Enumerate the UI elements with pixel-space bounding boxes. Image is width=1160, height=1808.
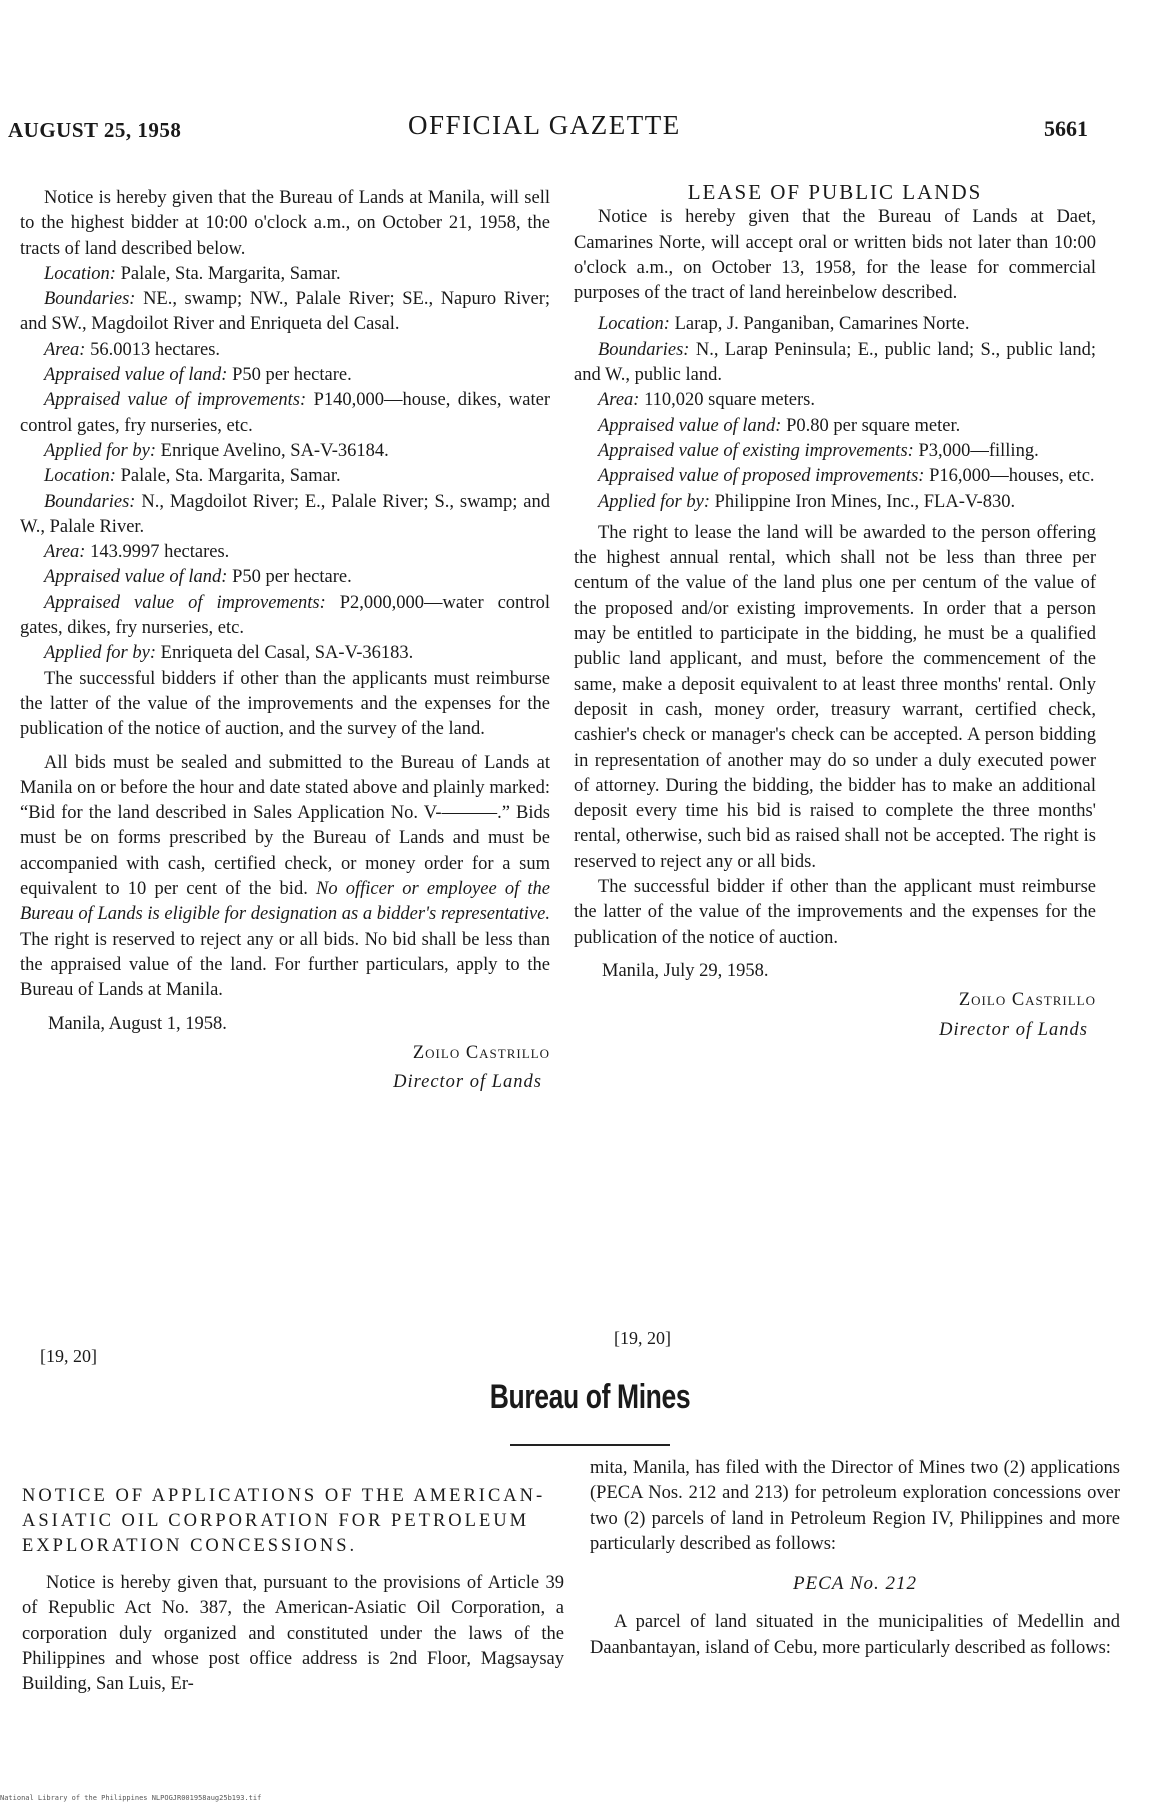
lease-ref: [19, 20]	[614, 1328, 671, 1348]
lease-area: Area: 110,020 square meters.	[598, 390, 815, 411]
lease-proposed-improvements: Appraised value of proposed improvements: P16,000—houses, etc.	[598, 466, 1095, 487]
right-column-lease-notice	[574, 180, 1096, 1043]
sale-signer: Zoilo Castrillo	[412, 1042, 550, 1063]
sale-intro: Notice is hereby given that the Bureau of Lands at Manila, will sell to the highest bidder at 10:00 o'clock a.m., on October 21, 1958, the tracts of land described below.	[20, 188, 550, 259]
lease-award-paragraph: The right to lease the land will be awarded to the person offering the highest annual rental, which shall not be less than three per centum of the value of the land plus one per centum of the value of the proposed and/or existing improvements. In order that a person may be entitled to participate in the bidding, he must be a qualified public land applicant, and must, before the commencement of the same, make a deposit equivalent to at least three months' rental. Only deposit in cash, money order, treasury warrant, certified check, cashier's check or manager's check can be accepted. A person bidding in representation of another may do so under a duly executed power of attorney. During the bidding, the bidder has to make an additional deposit every time his bid is raised to complete the three months' rental, otherwise, such bid as raised shall not be accepted. The right is reserved to reject any or all bids.	[574, 522, 1096, 872]
mines-right-column	[590, 1456, 1120, 1661]
mines-continued-body: mita, Manila, has filed with the Director of Mines two (2) applications (PECA Nos. 212 and 213) for petroleum exploration concessions over two (2) parcels of land in Petroleum Region IV, Philippines and more particularly described as follows:	[590, 1458, 1120, 1554]
lease-section-title: LEASE OF PUBLIC LANDS	[687, 180, 983, 204]
mines-notice-body: Notice is hereby given that, pursuant to the provisions of Article 39 of Republic Act No. 387, the American-Asiatic Oil Corporation, a corporation duly organized and constituted under the laws of the Philippines and whose post office address is 2nd Floor, Magsaysay Building, San Luis, Er-	[22, 1573, 564, 1695]
tract1-area: Area: 56.0013 hectares.	[44, 339, 221, 360]
lease-signer-title: Director of Lands	[939, 1019, 1088, 1040]
tract1-applicant: Applied for by: Enrique Avelino, SA-V-36184.	[44, 440, 389, 461]
tract2-improvements: Appraised value of improvements: P2,000,000—water control gates, dikes, fry nurseries, etc.	[20, 592, 550, 639]
lease-applicant: Applied for by: Philippine Iron Mines, Inc., FLA-V-830.	[598, 491, 1016, 512]
mines-left-column	[22, 1484, 564, 1697]
bids-italic-clause: No officer or employee of the Bureau of Lands is eligible for designation as a bidder's representative.	[20, 879, 551, 925]
publication-title: OFFICIAL GAZETTE	[408, 110, 681, 140]
lease-land-value: Appraised value of land: P0.80 per square meter.	[598, 415, 961, 436]
scan-footer: National Library of the Philippines NLPOGJR001958aug25b193.tif	[0, 1794, 262, 1802]
sale-ref: [19, 20]	[40, 1346, 97, 1366]
tract2-location: Location: Palale, Sta. Margarita, Samar.	[44, 466, 341, 487]
mines-notice-title: NOTICE OF APPLICATIONS OF THE AMERICAN-ASIATIC OIL CORPORATION FOR PETROLEUM EXPLORATION CONCESSIONS.	[22, 1486, 546, 1556]
tract1-improvements: Appraised value of improvements: P140,000—house, dikes, water control gates, fry nurseries, etc.	[20, 390, 551, 436]
page-number: 5661	[1044, 116, 1088, 141]
lease-location: Location: Larap, J. Panganiban, Camarines Norte.	[598, 314, 970, 335]
tract2-boundaries: Boundaries: N., Magdoilot River; E., Palale River; S., swamp; and W., Palale River.	[20, 491, 550, 537]
peca-parcel-description: A parcel of land situated in the municipalities of Medellin and Daanbantayan, island of Cebu, more particularly described as follows:	[590, 1612, 1120, 1658]
lease-signer: Zoilo Castrillo	[958, 990, 1096, 1011]
lease-existing-improvements: Appraised value of existing improvements: P3,000—filling.	[598, 440, 1039, 461]
lease-boundaries: Boundaries: N., Larap Peninsula; E., public land; S., public land; and W., public land.	[574, 339, 1096, 386]
sale-dateline: Manila, August 1, 1958.	[48, 1013, 227, 1034]
lease-intro: Notice is hereby given that the Bureau of Lands at Daet, Camarines Norte, will accept oral or written bids not later than 10:00 o'clock a.m., on October 13, 1958, for the lease for commercial purposes of the tract of land hereinbelow described.	[574, 207, 1096, 304]
peca-212-heading: PECA No. 212	[792, 1573, 918, 1595]
issue-date: AUGUST 25, 1958	[8, 118, 182, 142]
heading-rule	[510, 1444, 670, 1446]
tract1-location: Location: Palale, Sta. Margarita, Samar.	[44, 263, 341, 284]
left-column-sale-notice	[20, 186, 550, 1095]
successful-bidders-paragraph: The successful bidders if other than the applicants must reimburse the latter of the value of the improvements and the expenses for the publication of the notice of auction, and the survey of the land.	[20, 668, 550, 740]
tract1-boundaries: Boundaries: NE., swamp; NW., Palale River; SE., Napuro River; and SW., Magdoilot River and Enriqueta del Casal.	[20, 289, 551, 335]
tract2-applicant: Applied for by: Enriqueta del Casal, SA-V-36183.	[44, 643, 414, 664]
lease-successful-paragraph: The successful bidder if other than the applicant must reimburse the latter of the value of the improvements and the expenses for the publication of the notice of auction.	[574, 877, 1096, 948]
page-header	[8, 108, 1088, 148]
tract2-land-value: Appraised value of land: P50 per hectare.	[44, 567, 352, 588]
sale-signer-title: Director of Lands	[393, 1072, 542, 1093]
tract2-area: Area: 143.9997 hectares.	[44, 542, 230, 563]
bureau-of-mines-heading: Bureau of Mines	[489, 1378, 691, 1416]
bids-paragraph: All bids must be sealed and submitted to the Bureau of Lands at Manila on or before the hour and date stated above and plainly marked: “Bid for the land described in Sales Application No. V-———.” Bids must be on forms prescribed by the Bureau of Lands and must be accompanied with cash, certified check, or money order for a sum equivalent to 10 per cent of the bid. No officer or employee of the Bureau of Lands is eligible for designation as a bidder's representative. The right is reserved to reject any or all bids. No bid shall be less than the appraised value of the land. For further particulars, apply to the Bureau of Lands at Manila.	[20, 752, 551, 1001]
tract1-land-value: Appraised value of land: P50 per hectare.	[44, 365, 352, 386]
lease-dateline: Manila, July 29, 1958.	[602, 960, 769, 981]
